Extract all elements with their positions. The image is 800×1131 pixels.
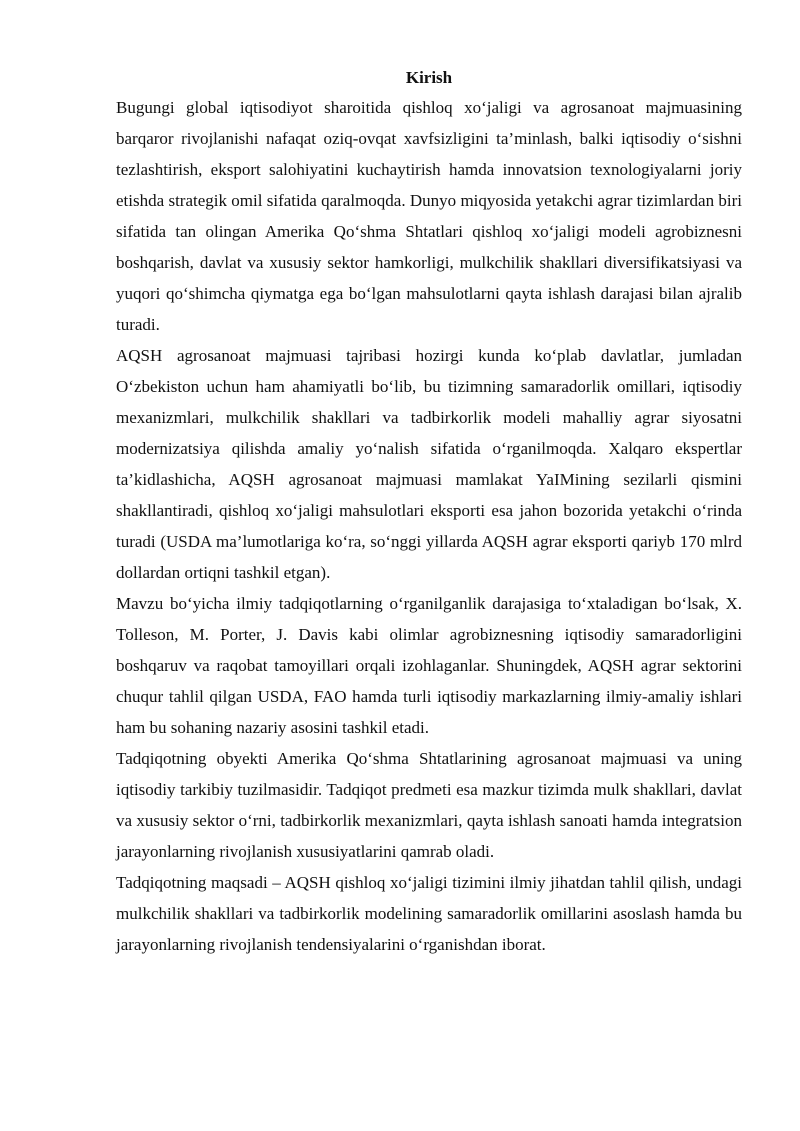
document-title: Kirish bbox=[405, 68, 453, 87]
document-page bbox=[116, 64, 742, 960]
paragraph-research-goal: Tadqiqotning maqsadi – AQSH qishloq xo‘jaligi tizimini ilmiy jihatdan tahlil qilish, undagi mulkchilik shakllari va tadbirkorlik modelining samaradorlik omillarini asoslash hamda bu jarayonlarning rivojlanish tendensiyalarini o‘rganishdan iborat. bbox=[116, 873, 742, 954]
paragraph-usa-experience: AQSH agrosanoat majmuasi tajribasi hozirgi kunda ko‘plab davlatlar, jumladan O‘zbekiston uchun ham ahamiyatli bo‘lib, bu tizimning samaradorlik omillari, iqtisodiy mexanizmlari, mulkchilik shakllari va tadbirkorlik modeli mahalliy agrar siyosatni modernizatsiya qilishda amaliy yo‘nalish sifatida o‘rganilmoqda. Xalqaro ekspertlar ta’kidlashicha, AQSH agrosanoat majmuasi mamlakat YaIMining sezilarli qismini shakllantiradi, qishloq xo‘jaligi mahsulotlari eksporti esa jahon bozorida yetakchi o‘rinda turadi (USDA ma’lumotlariga ko‘ra, so‘nggi yillarda AQSH agrar eksporti qariyb 170 mlrd dollardan ortiqni tashkil etgan). bbox=[116, 346, 742, 582]
paragraph-research-object: Tadqiqotning obyekti Amerika Qo‘shma Shtatlarining agrosanoat majmuasi va uning iqtisodiy tarkibiy tuzilmasidir. Tadqiqot predmeti esa mazkur tizimda mulk shakllari, davlat va xususiy sektor o‘rni, tadbirkorlik mexanizmlari, qayta ishlash sanoati hamda integratsion jarayonlarning rivojlanish xususiyatlarini qamrab oladi. bbox=[116, 749, 742, 861]
paragraph-literature-review: Mavzu bo‘yicha ilmiy tadqiqotlarning o‘rganilganlik darajasiga to‘xtaladigan bo‘lsak, X. Tolleson, M. Porter, J. Davis kabi olimlar agrobiznesning iqtisodiy samaradorligini boshqaruv va raqobat tamoyillari orqali izohlaganlar. Shuningdek, AQSH agrar sektorini chuqur tahlil qilgan USDA, FAO hamda turli iqtisodiy markazlarning ilmiy-amaliy ishlari ham bu sohaning nazariy asosini tashkil etadi. bbox=[116, 594, 742, 737]
paragraph-intro: Bugungi global iqtisodiyot sharoitida qishloq xo‘jaligi va agrosanoat majmuasining barqaror rivojlanishi nafaqat oziq-ovqat xavfsizligini ta’minlash, balki iqtisodiy o‘sishni tezlashtirish, eksport salohiyatini kuchaytirish hamda innovatsion texnologiyalarni joriy etishda strategik omil sifatida qaralmoqda. Dunyo miqyosida yetakchi agrar tizimlardan biri sifatida tan olingan Amerika Qo‘shma Shtatlari qishloq xo‘jaligi modeli agrobiznesni boshqarish, davlat va xususiy sektor hamkorligi, mulkchilik shakllari diversifikatsiyasi va yuqori qo‘shimcha qiymatga ega bo‘lgan mahsulotlarni qayta ishlash darajasi bilan ajralib turadi. bbox=[116, 98, 742, 334]
